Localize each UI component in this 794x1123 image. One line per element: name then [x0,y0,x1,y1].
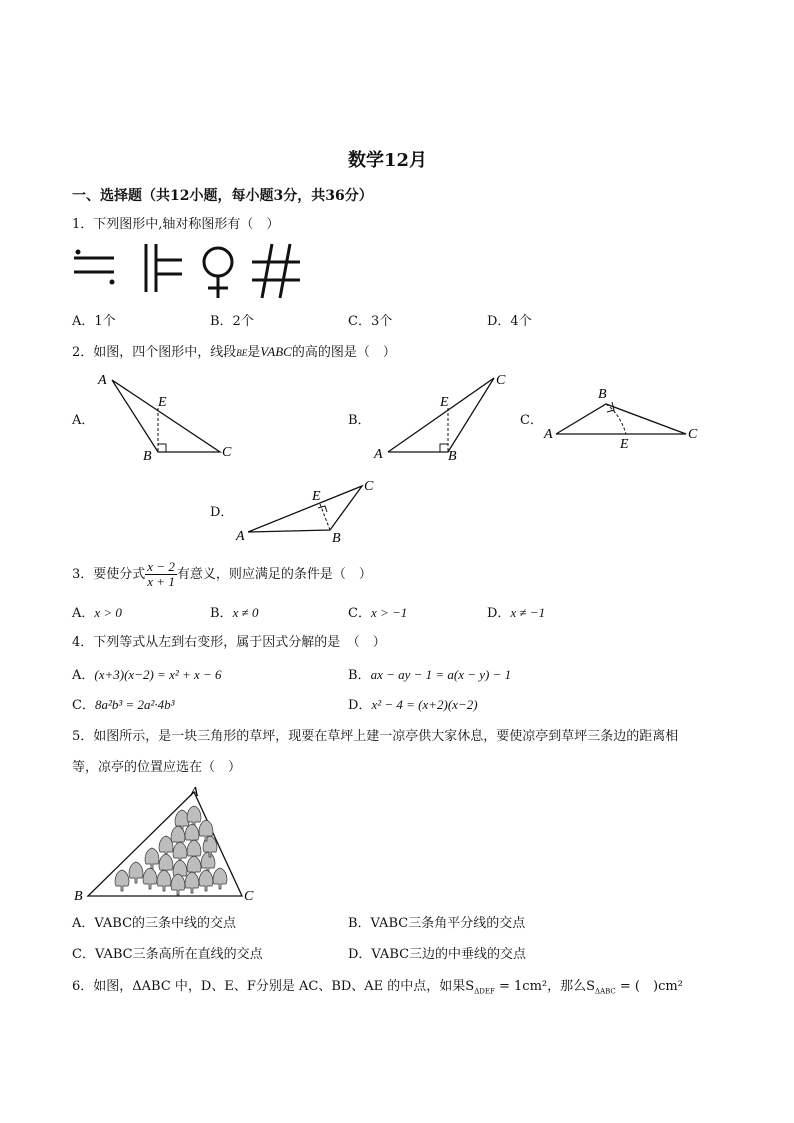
q2-label-a: A． [72,413,95,428]
point-a-label: A [190,785,199,800]
q1-option-c: C．3个 [348,314,393,329]
q2-figure-c [540,380,710,456]
q5-option-a: A．VABC的三条中线的交点 [72,916,237,931]
q5-stem-line1: 5．如图所示，是一块三角形的草坪，现要在草坪上建一凉亭供大家休息，要使凉亭到草坪三条边的距离相 [72,729,679,744]
section-heading: 一、选择题（共12小题，每小题3分，共36分） [72,188,373,204]
q5-option-d: D．VABC三边的中垂线的交点 [348,947,527,962]
hash-symbol [252,244,300,298]
page-title: 数学12月 [348,150,428,171]
q4-option-b: B．ax − ay − 1 = a(x − y) − 1 [348,667,512,683]
point-a-label: A [374,447,383,462]
q3-stem: 3．要使分式 $\frac{x - 2}{x + 1}$ 有意义，则应满足的条件是（ ） [72,559,372,589]
q2-figure-d [232,472,392,544]
point-a-label: A [544,427,553,442]
point-e-label: E [312,489,321,504]
point-c-label: C [688,427,698,442]
point-c-label: C [496,373,506,388]
female-symbol [204,248,232,298]
q2-label-c: C． [520,413,543,428]
q2-figure-b [370,368,520,464]
q3-option-a: A．x > 0 [72,605,122,621]
point-c-label: C [364,479,374,494]
q4-option-c: C．8a²b³ = 2a²·4b³ [72,697,175,713]
point-b-label: B [448,449,457,464]
q4-option-a: A．(x+3)(x−2) = x² + x − 6 [72,667,222,683]
q2-figure-a [94,368,244,464]
point-b-label: B [332,531,341,544]
point-e-label: E [158,395,167,410]
q1-option-b: B．2个 [210,314,254,329]
point-c-label: C [222,445,232,460]
point-b-label: B [598,387,607,402]
q5-option-c: C．VABC三条高所在直线的交点 [72,947,263,962]
q2-label-b: B． [348,413,371,428]
q3-fraction: $\frac{x - 2}{x + 1}$ [147,559,175,589]
q5-option-b: B．VABC三条角平分线的交点 [348,916,526,931]
q2-label-d: D． [210,505,234,520]
q1-option-a: A．1个 [72,314,116,329]
point-c-label: C [244,889,254,904]
q4-option-d: D．x² − 4 = (x+2)(x−2) [348,697,478,713]
q2-stem: 2．如图，四个图形中，线段BE是VABC的高的图是（ ） [72,344,396,360]
approx-equal-symbol [74,250,115,285]
q3-option-c: C．x > −1 [348,605,408,621]
q1-stem: 1．下列图形中,轴对称图形有（ ） [72,217,280,232]
q5-stem-line2: 等，凉亭的位置应选在（ ） [72,760,242,775]
q1-option-d: D．4个 [487,314,532,329]
point-a-label: A [98,373,107,388]
q3-option-b: B．x ≠ 0 [210,605,259,621]
point-b-label: B [143,449,152,464]
point-b-label: B [74,889,83,904]
q5-lawn-figure [70,782,270,906]
point-e-label: E [440,395,449,410]
q4-stem: 4．下列等式从左到右变形，属于因式分解的是 （ ） [72,635,386,650]
point-e-label: E [620,437,629,452]
q1-symbols-figure [70,242,310,302]
q6-stem: 6．如图，ΔABC 中，D、E、F分别是 AC、BD、AE 的中点，如果$S_{\Delta DEF} = 1cm^2$，那么$S_{\Delta ABC}$ = ( )cm² [72,979,683,996]
q3-option-d: D．x ≠ −1 [487,605,546,621]
point-a-label: A [236,529,245,544]
parallel-equal-symbol [146,244,182,292]
